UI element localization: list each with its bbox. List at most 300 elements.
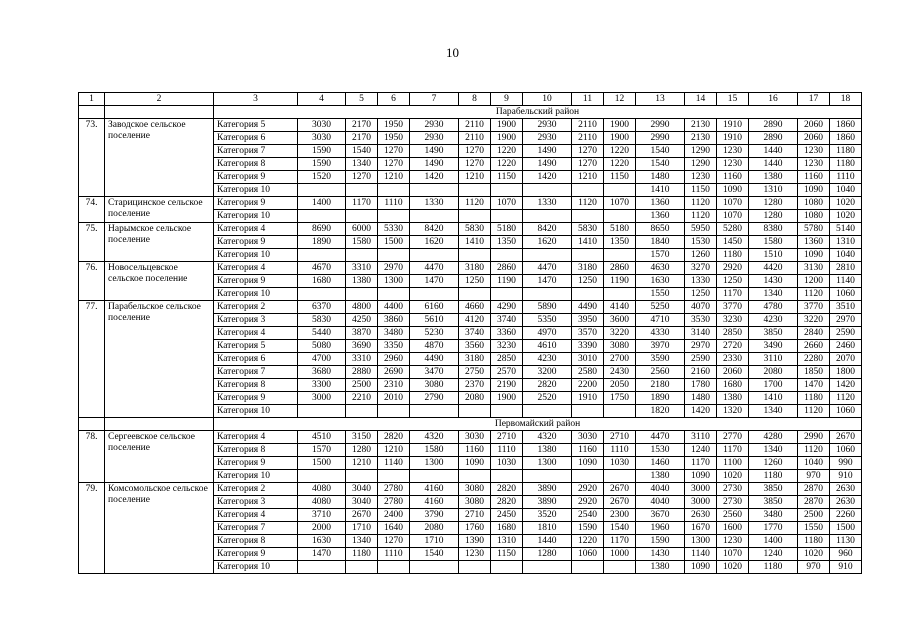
- value-cell: 3490: [749, 340, 798, 353]
- value-cell: 1170: [717, 444, 749, 457]
- value-cell: 3740: [491, 314, 523, 327]
- value-cell: 1030: [491, 457, 523, 470]
- value-cell: [491, 288, 523, 301]
- region-row: [79, 418, 862, 431]
- value-cell: 1250: [685, 288, 717, 301]
- value-cell: 4290: [491, 301, 523, 314]
- value-cell: 1060: [830, 444, 862, 457]
- value-cell: 2450: [491, 509, 523, 522]
- value-cell: 1530: [685, 236, 717, 249]
- value-cell: 2170: [346, 119, 378, 132]
- settlement-name: Новосельцевское сельское поселение: [105, 262, 214, 301]
- value-cell: 3970: [636, 340, 685, 353]
- value-cell: 5830: [572, 223, 604, 236]
- value-cell: 2000: [298, 522, 346, 535]
- value-cell: 3030: [298, 132, 346, 145]
- value-cell: 3180: [459, 353, 491, 366]
- value-cell: 5780: [798, 223, 830, 236]
- value-cell: 2710: [459, 509, 491, 522]
- value-cell: 1110: [491, 444, 523, 457]
- value-cell: 3740: [459, 327, 491, 340]
- value-cell: 1500: [830, 522, 862, 535]
- value-cell: 1120: [572, 197, 604, 210]
- value-cell: 1380: [749, 171, 798, 184]
- value-cell: 3890: [523, 496, 572, 509]
- value-cell: [604, 470, 636, 483]
- value-cell: [346, 210, 378, 223]
- value-cell: 4470: [523, 262, 572, 275]
- value-cell: 2960: [378, 353, 410, 366]
- value-cell: 1110: [378, 197, 410, 210]
- value-cell: 4330: [636, 327, 685, 340]
- value-cell: 1210: [346, 457, 378, 470]
- value-cell: 2790: [410, 392, 459, 405]
- category-cell: Категория 10: [214, 210, 298, 223]
- value-cell: 2860: [491, 262, 523, 275]
- category-cell: Категория 9: [214, 275, 298, 288]
- value-cell: 2280: [798, 353, 830, 366]
- value-cell: 1180: [798, 392, 830, 405]
- value-cell: 1540: [410, 548, 459, 561]
- value-cell: 1210: [378, 444, 410, 457]
- header-cell: 14: [685, 93, 717, 106]
- value-cell: 3850: [749, 496, 798, 509]
- value-cell: 2990: [636, 119, 685, 132]
- value-cell: 1060: [830, 405, 862, 418]
- value-cell: 5330: [378, 223, 410, 236]
- value-cell: [523, 405, 572, 418]
- value-cell: 1170: [604, 535, 636, 548]
- value-cell: 3770: [798, 301, 830, 314]
- value-cell: [572, 210, 604, 223]
- value-cell: 4080: [298, 483, 346, 496]
- value-cell: 1750: [604, 392, 636, 405]
- value-cell: 1140: [685, 548, 717, 561]
- value-cell: 1070: [491, 197, 523, 210]
- value-cell: [410, 210, 459, 223]
- value-cell: 1150: [491, 171, 523, 184]
- value-cell: 5230: [410, 327, 459, 340]
- value-cell: 1530: [636, 444, 685, 457]
- value-cell: [523, 249, 572, 262]
- value-cell: 1850: [798, 366, 830, 379]
- value-cell: 1860: [830, 119, 862, 132]
- value-cell: [491, 210, 523, 223]
- value-cell: 2820: [491, 483, 523, 496]
- value-cell: [298, 210, 346, 223]
- value-cell: 1460: [636, 457, 685, 470]
- value-cell: 1900: [491, 392, 523, 405]
- value-cell: 4320: [523, 431, 572, 444]
- category-cell: Категория 10: [214, 405, 298, 418]
- value-cell: 2920: [717, 262, 749, 275]
- value-cell: 3030: [459, 431, 491, 444]
- value-cell: 1110: [604, 444, 636, 457]
- value-cell: 2460: [830, 340, 862, 353]
- value-cell: 2560: [717, 509, 749, 522]
- value-cell: 1570: [636, 249, 685, 262]
- value-cell: 3390: [572, 340, 604, 353]
- value-cell: 1260: [685, 249, 717, 262]
- value-cell: 1950: [378, 132, 410, 145]
- value-cell: 1600: [717, 522, 749, 535]
- value-cell: 3360: [491, 327, 523, 340]
- value-cell: 3690: [346, 340, 378, 353]
- value-cell: [298, 561, 346, 574]
- value-cell: 1160: [717, 171, 749, 184]
- category-cell: Категория 9: [214, 457, 298, 470]
- value-cell: 5890: [523, 301, 572, 314]
- value-cell: 2200: [572, 379, 604, 392]
- value-cell: [523, 561, 572, 574]
- value-cell: 1580: [410, 444, 459, 457]
- value-cell: [523, 184, 572, 197]
- value-cell: 2770: [717, 431, 749, 444]
- header-cell: 16: [749, 93, 798, 106]
- value-cell: [459, 288, 491, 301]
- value-cell: 4320: [410, 431, 459, 444]
- value-cell: 2630: [685, 509, 717, 522]
- category-cell: Категория 4: [214, 431, 298, 444]
- value-cell: 4660: [459, 301, 491, 314]
- value-cell: [298, 470, 346, 483]
- value-cell: [378, 184, 410, 197]
- value-cell: 2190: [491, 379, 523, 392]
- value-cell: 5440: [298, 327, 346, 340]
- value-cell: [491, 561, 523, 574]
- value-cell: 8690: [298, 223, 346, 236]
- table-body: [79, 93, 862, 574]
- value-cell: 2130: [685, 132, 717, 145]
- value-cell: 1410: [749, 392, 798, 405]
- value-cell: 1020: [798, 548, 830, 561]
- value-cell: 3300: [298, 379, 346, 392]
- value-cell: 1350: [604, 236, 636, 249]
- value-cell: 1310: [491, 535, 523, 548]
- value-cell: 1290: [685, 145, 717, 158]
- value-cell: 1280: [749, 197, 798, 210]
- value-cell: 2930: [410, 119, 459, 132]
- value-cell: 4120: [459, 314, 491, 327]
- category-cell: Категория 9: [214, 171, 298, 184]
- value-cell: 5250: [636, 301, 685, 314]
- value-cell: 4160: [410, 483, 459, 496]
- category-cell: Категория 4: [214, 262, 298, 275]
- header-cell: 3: [214, 93, 298, 106]
- table-row: [79, 301, 862, 314]
- value-cell: [604, 249, 636, 262]
- value-cell: 1280: [523, 548, 572, 561]
- value-cell: 2990: [636, 132, 685, 145]
- value-cell: 1150: [685, 184, 717, 197]
- value-cell: 1040: [830, 184, 862, 197]
- value-cell: 3570: [572, 327, 604, 340]
- value-cell: 2260: [830, 509, 862, 522]
- value-cell: 1520: [298, 171, 346, 184]
- value-cell: 1810: [523, 522, 572, 535]
- value-cell: 1120: [798, 444, 830, 457]
- value-cell: 2670: [604, 483, 636, 496]
- value-cell: 1860: [830, 132, 862, 145]
- value-cell: 2060: [717, 366, 749, 379]
- value-cell: 990: [830, 457, 862, 470]
- value-cell: 3030: [572, 431, 604, 444]
- value-cell: 3480: [749, 509, 798, 522]
- value-cell: 1330: [410, 197, 459, 210]
- value-cell: 3670: [636, 509, 685, 522]
- value-cell: 1170: [685, 457, 717, 470]
- value-cell: [378, 470, 410, 483]
- value-cell: 2110: [459, 119, 491, 132]
- value-cell: 3000: [685, 483, 717, 496]
- value-cell: 4160: [410, 496, 459, 509]
- value-cell: 3560: [459, 340, 491, 353]
- category-cell: Категория 10: [214, 561, 298, 574]
- value-cell: 4490: [410, 353, 459, 366]
- value-cell: 3310: [346, 262, 378, 275]
- value-cell: 2890: [749, 119, 798, 132]
- region-row: [79, 106, 862, 119]
- value-cell: 2540: [572, 509, 604, 522]
- settlement-name: Комсомольское сельское поселение: [105, 483, 214, 574]
- value-cell: 1270: [346, 171, 378, 184]
- value-cell: 1120: [798, 288, 830, 301]
- category-cell: Категория 7: [214, 145, 298, 158]
- value-cell: 8420: [523, 223, 572, 236]
- value-cell: 1180: [749, 561, 798, 574]
- value-cell: 1400: [749, 535, 798, 548]
- header-cell: 17: [798, 93, 830, 106]
- value-cell: 2720: [717, 340, 749, 353]
- header-cell: 11: [572, 93, 604, 106]
- value-cell: 2300: [604, 509, 636, 522]
- value-cell: 3040: [346, 496, 378, 509]
- category-cell: Категория 4: [214, 327, 298, 340]
- value-cell: 2700: [604, 353, 636, 366]
- value-cell: 2820: [378, 431, 410, 444]
- value-cell: 4470: [410, 262, 459, 275]
- header-cell: 2: [105, 93, 214, 106]
- row-number: 73.: [79, 119, 105, 197]
- header-cell: 15: [717, 93, 749, 106]
- value-cell: 4800: [346, 301, 378, 314]
- value-cell: 2690: [378, 366, 410, 379]
- value-cell: 1120: [459, 197, 491, 210]
- value-cell: 1230: [717, 158, 749, 171]
- value-cell: 1230: [798, 158, 830, 171]
- value-cell: 1780: [685, 379, 717, 392]
- value-cell: 3480: [378, 327, 410, 340]
- value-cell: 1890: [636, 392, 685, 405]
- value-cell: 1080: [798, 210, 830, 223]
- value-cell: 1630: [298, 535, 346, 548]
- value-cell: 2060: [798, 119, 830, 132]
- value-cell: [378, 561, 410, 574]
- value-cell: 1340: [749, 288, 798, 301]
- table-row: [79, 483, 862, 496]
- value-cell: [459, 470, 491, 483]
- value-cell: [378, 210, 410, 223]
- value-cell: 3000: [298, 392, 346, 405]
- value-cell: 1890: [298, 236, 346, 249]
- value-cell: 1490: [523, 158, 572, 171]
- value-cell: 3220: [798, 314, 830, 327]
- value-cell: 2710: [604, 431, 636, 444]
- value-cell: 1590: [298, 158, 346, 171]
- value-cell: 4780: [749, 301, 798, 314]
- value-cell: 2990: [798, 431, 830, 444]
- value-cell: 1230: [798, 145, 830, 158]
- value-cell: 1960: [636, 522, 685, 535]
- value-cell: 1900: [604, 119, 636, 132]
- value-cell: 1310: [749, 184, 798, 197]
- value-cell: 1500: [378, 236, 410, 249]
- value-cell: 1250: [572, 275, 604, 288]
- header-cell: 4: [298, 93, 346, 106]
- value-cell: 4070: [685, 301, 717, 314]
- value-cell: 1090: [572, 457, 604, 470]
- value-cell: [604, 561, 636, 574]
- table-row: [79, 223, 862, 236]
- value-cell: 3270: [685, 262, 717, 275]
- value-cell: 1680: [717, 379, 749, 392]
- value-cell: 1280: [346, 444, 378, 457]
- value-cell: 1030: [604, 457, 636, 470]
- value-cell: 1180: [346, 548, 378, 561]
- category-cell: Категория 7: [214, 366, 298, 379]
- value-cell: 1190: [604, 275, 636, 288]
- value-cell: 3350: [378, 340, 410, 353]
- table-row: [79, 119, 862, 132]
- value-cell: 2580: [572, 366, 604, 379]
- value-cell: 1420: [830, 379, 862, 392]
- value-cell: 1110: [830, 171, 862, 184]
- empty-cell: [105, 106, 214, 119]
- value-cell: 1330: [523, 197, 572, 210]
- value-cell: 1090: [685, 470, 717, 483]
- value-cell: 3080: [410, 379, 459, 392]
- value-cell: 1900: [491, 132, 523, 145]
- value-cell: 2080: [459, 392, 491, 405]
- header-cell: 9: [491, 93, 523, 106]
- value-cell: 1900: [604, 132, 636, 145]
- value-cell: 1950: [378, 119, 410, 132]
- value-cell: [604, 184, 636, 197]
- value-cell: 4040: [636, 483, 685, 496]
- value-cell: [410, 405, 459, 418]
- value-cell: 5830: [459, 223, 491, 236]
- value-cell: [298, 249, 346, 262]
- value-cell: 1110: [378, 548, 410, 561]
- category-cell: Категория 9: [214, 236, 298, 249]
- value-cell: [378, 288, 410, 301]
- value-cell: 2780: [378, 483, 410, 496]
- category-cell: Категория 8: [214, 379, 298, 392]
- value-cell: 4470: [636, 431, 685, 444]
- value-cell: 5280: [717, 223, 749, 236]
- value-cell: 1040: [830, 249, 862, 262]
- value-cell: 1490: [410, 145, 459, 158]
- value-cell: [346, 288, 378, 301]
- category-cell: Категория 10: [214, 249, 298, 262]
- value-cell: 1340: [749, 405, 798, 418]
- settlement-name: Сергеевское сельское поселение: [105, 431, 214, 483]
- value-cell: 1450: [717, 236, 749, 249]
- value-cell: 1160: [459, 444, 491, 457]
- value-cell: 1510: [749, 249, 798, 262]
- value-cell: 1590: [572, 522, 604, 535]
- value-cell: 5350: [523, 314, 572, 327]
- value-cell: 1160: [572, 444, 604, 457]
- value-cell: 2870: [798, 483, 830, 496]
- value-cell: [572, 470, 604, 483]
- value-cell: [410, 561, 459, 574]
- value-cell: 1540: [604, 522, 636, 535]
- value-cell: 1350: [491, 236, 523, 249]
- value-cell: 3230: [717, 314, 749, 327]
- value-cell: 3310: [346, 353, 378, 366]
- value-cell: 1380: [636, 561, 685, 574]
- value-cell: 1180: [830, 158, 862, 171]
- category-cell: Категория 3: [214, 314, 298, 327]
- value-cell: 3470: [410, 366, 459, 379]
- value-cell: [491, 249, 523, 262]
- value-cell: 2850: [717, 327, 749, 340]
- value-cell: 4610: [523, 340, 572, 353]
- value-cell: 2920: [572, 496, 604, 509]
- value-cell: 1210: [378, 171, 410, 184]
- value-cell: 2170: [346, 132, 378, 145]
- value-cell: 2500: [346, 379, 378, 392]
- value-cell: 2780: [378, 496, 410, 509]
- value-cell: 1430: [636, 548, 685, 561]
- value-cell: 4250: [346, 314, 378, 327]
- value-cell: 2560: [636, 366, 685, 379]
- value-cell: 1540: [636, 158, 685, 171]
- value-cell: 3010: [572, 353, 604, 366]
- value-cell: 4230: [749, 314, 798, 327]
- value-cell: 1590: [636, 535, 685, 548]
- value-cell: 2180: [636, 379, 685, 392]
- category-cell: Категория 6: [214, 132, 298, 145]
- value-cell: 1140: [830, 275, 862, 288]
- value-cell: 2970: [830, 314, 862, 327]
- value-cell: 3680: [298, 366, 346, 379]
- value-cell: 1160: [798, 171, 830, 184]
- value-cell: 2970: [685, 340, 717, 353]
- value-cell: 1300: [410, 457, 459, 470]
- header-cell: 12: [604, 93, 636, 106]
- header-cell: 18: [830, 93, 862, 106]
- value-cell: 1340: [749, 444, 798, 457]
- value-cell: 6160: [410, 301, 459, 314]
- value-cell: 970: [798, 561, 830, 574]
- value-cell: 3890: [523, 483, 572, 496]
- value-cell: 1490: [410, 158, 459, 171]
- value-cell: 4970: [523, 327, 572, 340]
- value-cell: 2080: [410, 522, 459, 535]
- category-cell: Категория 9: [214, 548, 298, 561]
- header-cell: 8: [459, 93, 491, 106]
- value-cell: 1380: [523, 444, 572, 457]
- value-cell: 1430: [749, 275, 798, 288]
- header-row: [79, 93, 862, 106]
- value-cell: 1580: [749, 236, 798, 249]
- value-cell: [378, 405, 410, 418]
- value-cell: 2010: [378, 392, 410, 405]
- value-cell: 4670: [298, 262, 346, 275]
- value-cell: 1480: [636, 171, 685, 184]
